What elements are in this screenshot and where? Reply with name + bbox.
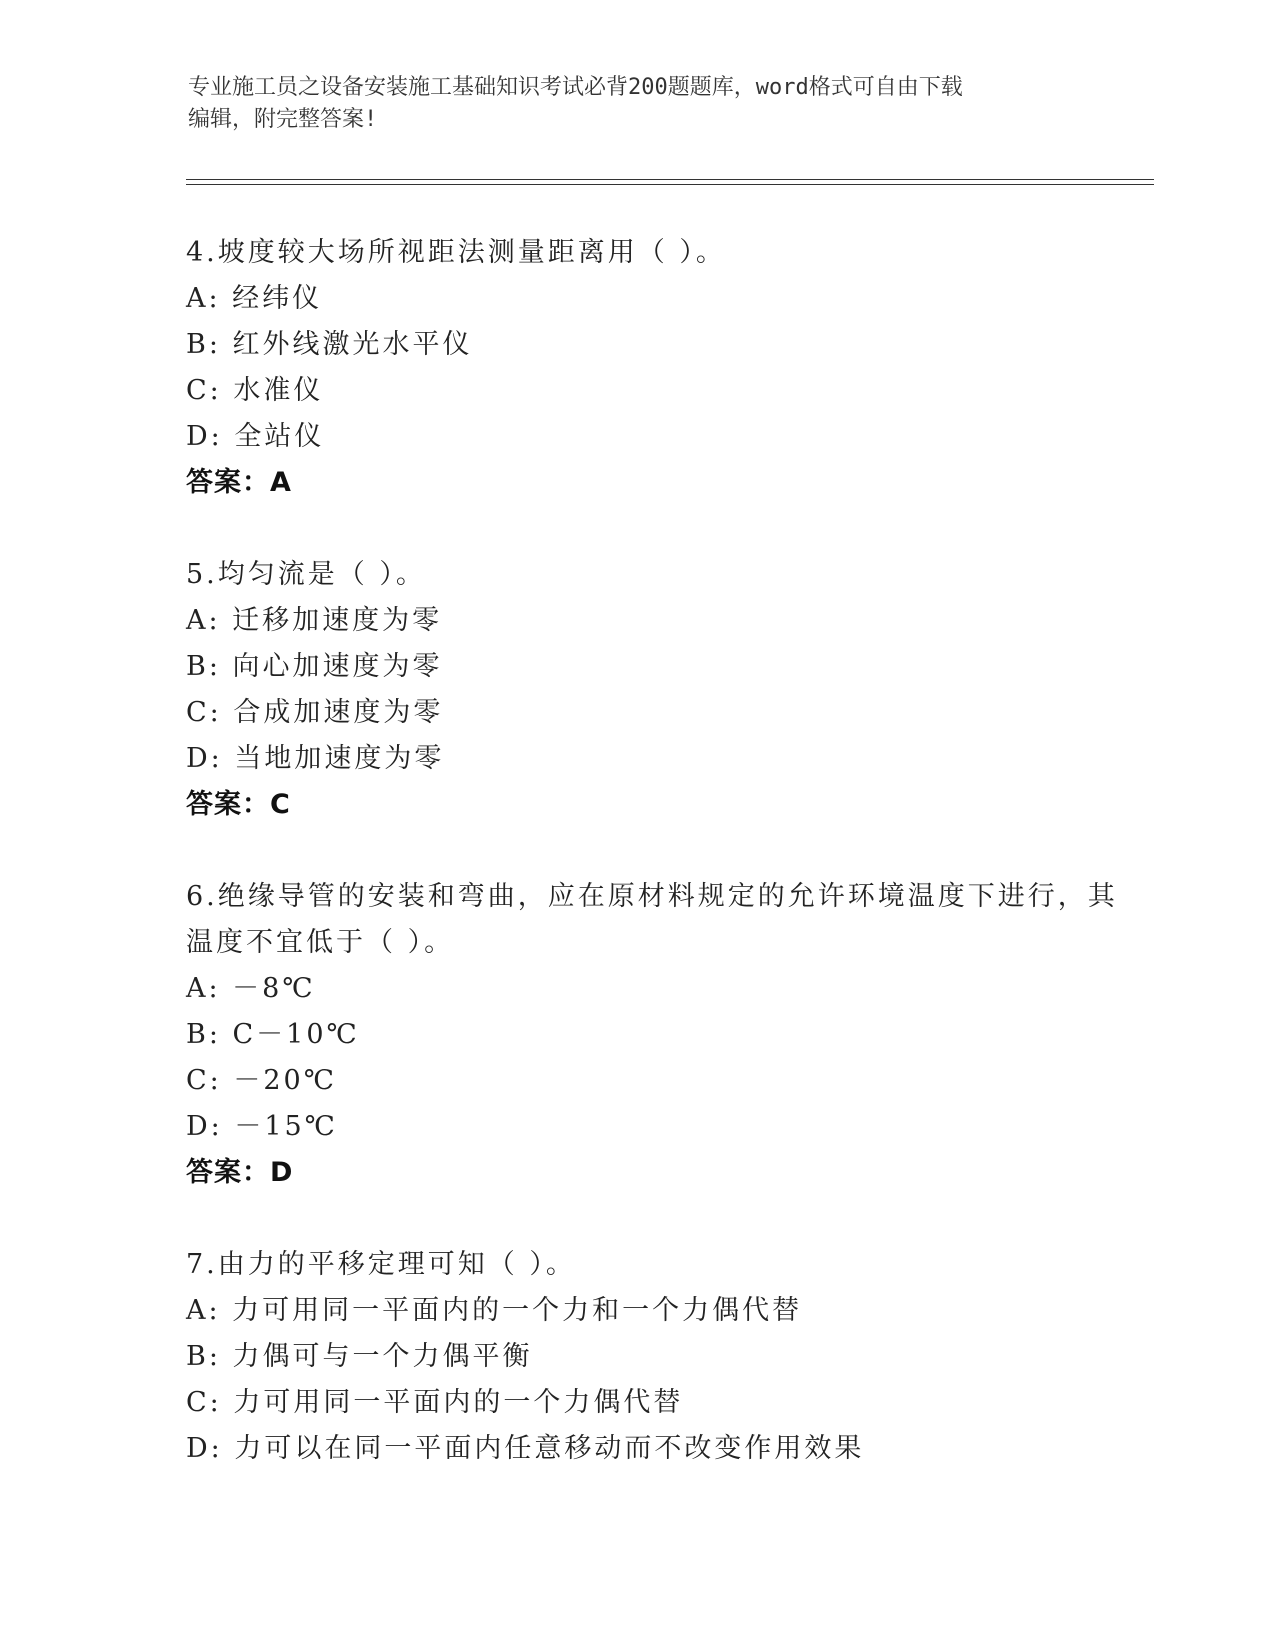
question-4 (186, 230, 1146, 506)
question-7 (186, 1242, 1146, 1472)
document-header (188, 72, 1068, 136)
question-6 (186, 874, 1146, 1196)
answer-label: 答案：A (186, 467, 292, 498)
header-rule-bottom (186, 184, 1154, 185)
answer-label: 答案：D (186, 1157, 294, 1188)
option-d: D: －15℃ (186, 1111, 338, 1142)
header-line-2: 编辑，附完整答案! (188, 107, 378, 132)
option-a: A: 经纬仪 (186, 283, 323, 314)
option-b: B: 力偶可与一个力偶平衡 (186, 1341, 533, 1372)
question-5 (186, 552, 1146, 828)
question-text: 5.均匀流是（ ）。 (186, 559, 426, 590)
option-c: C: 力可用同一平面内的一个力偶代替 (186, 1387, 684, 1418)
question-text: 6.绝缘导管的安装和弯曲，应在原材料规定的允许环境温度下进行，其温度不宜低于（ ）。 (186, 881, 1118, 958)
option-b: B: C－10℃ (186, 1019, 360, 1050)
question-text: 7.由力的平移定理可知（ ）。 (186, 1249, 576, 1280)
question-text: 4.坡度较大场所视距法测量距离用（ ）。 (186, 237, 726, 268)
option-c: C: 合成加速度为零 (186, 697, 444, 728)
option-b: B: 向心加速度为零 (186, 651, 443, 682)
option-c: C: 水准仪 (186, 375, 324, 406)
option-a: A: 迁移加速度为零 (186, 605, 443, 636)
question-list (186, 230, 1146, 1518)
answer-label: 答案：C (186, 789, 291, 820)
option-d: D: 当地加速度为零 (186, 743, 445, 774)
option-a: A: －8℃ (186, 973, 316, 1004)
header-rule-top (186, 179, 1154, 180)
header-line-1: 专业施工员之设备安装施工基础知识考试必背200题题库，word格式可自由下载 (188, 75, 963, 100)
option-b: B: 红外线激光水平仪 (186, 329, 473, 360)
option-d: D: 全站仪 (186, 421, 325, 452)
option-a: A: 力可用同一平面内的一个力和一个力偶代替 (186, 1295, 803, 1326)
option-c: C: －20℃ (186, 1065, 337, 1096)
option-d: D: 力可以在同一平面内任意移动而不改变作用效果 (186, 1433, 865, 1464)
